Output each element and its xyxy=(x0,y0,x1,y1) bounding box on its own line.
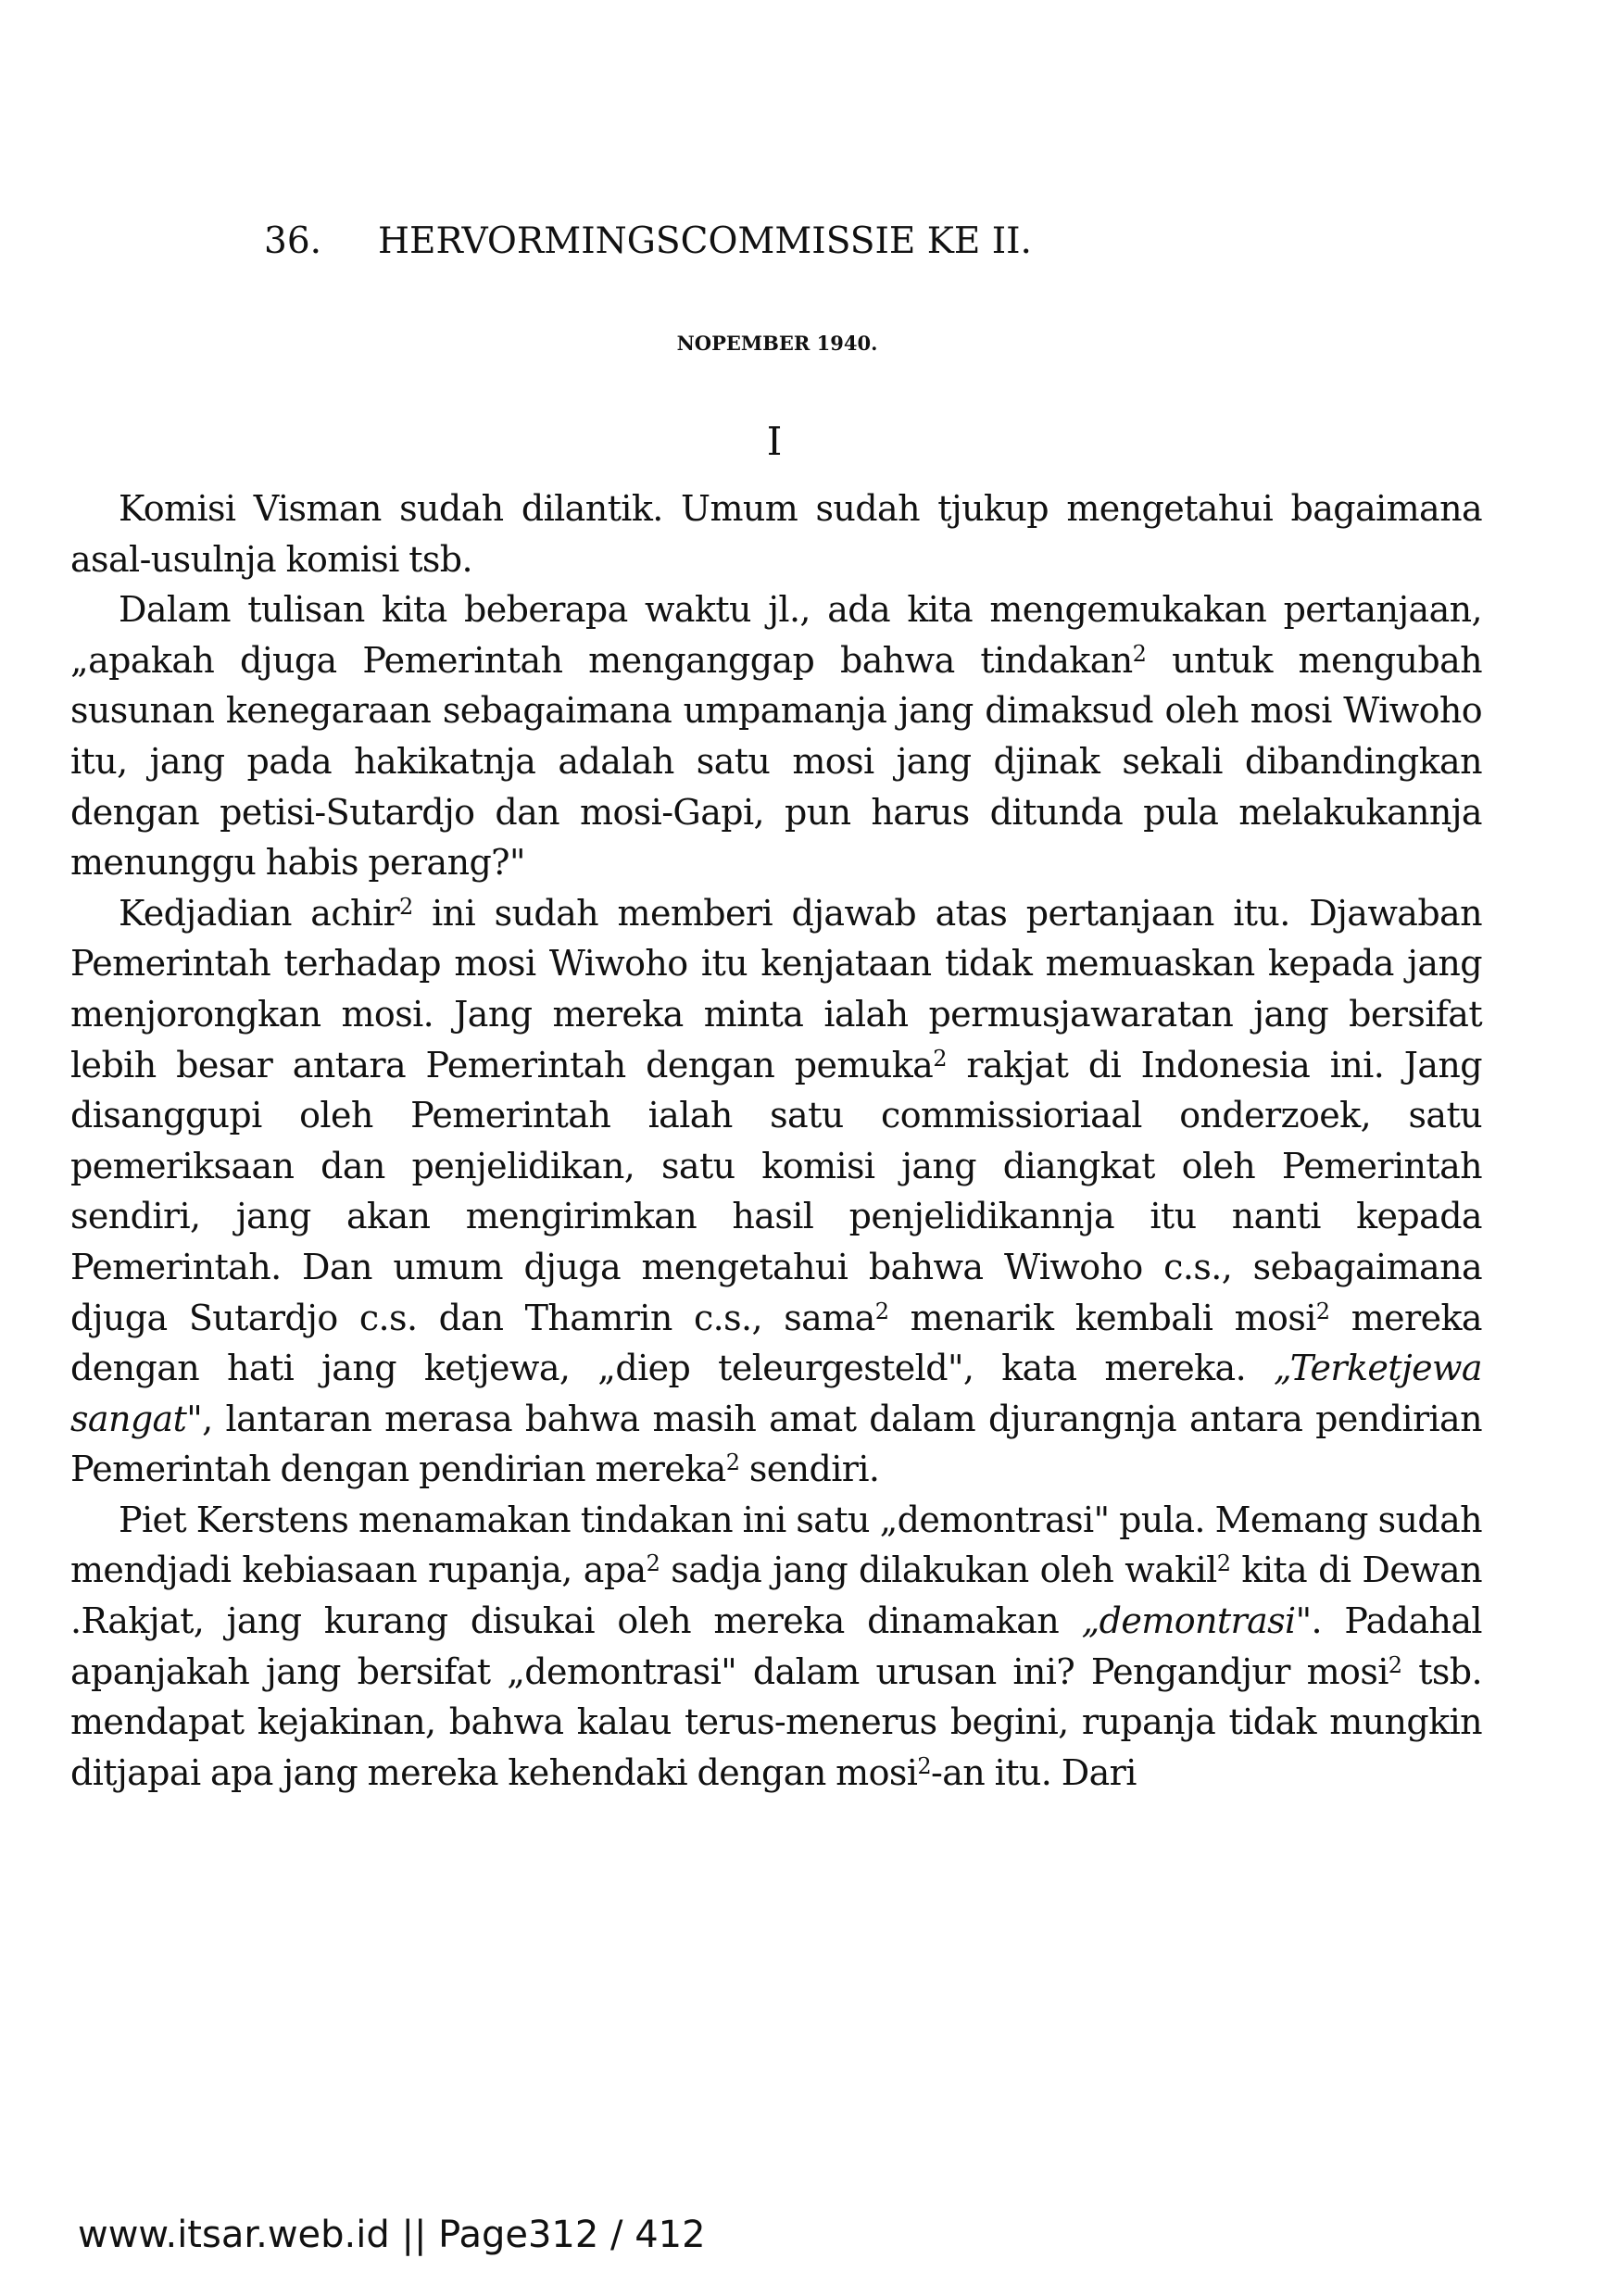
chapter-number: 36. xyxy=(264,220,322,262)
text-run: Piet Kerstens menamakan tindakan ini satu „demontrasi" pula. Memang sudah mendjadi kebiasaan rupanja, apa xyxy=(70,1499,1482,1591)
superscript-mark: 2 xyxy=(1216,1550,1231,1577)
paragraph-2 xyxy=(70,584,1482,888)
superscript-mark: 2 xyxy=(874,1298,889,1324)
superscript-mark: 2 xyxy=(933,1045,947,1072)
text-run: Dalam tulisan kita beberapa waktu jl., ada kita mengemukakan pertanjaan, „apakah djuga Pemerintah menganggap bahwa tindakan xyxy=(70,589,1482,681)
text-run: rakjat di Indonesia ini. Jang disanggupi oleh Pemerintah ialah satu commissioriaal onderzoek, satu pemeriksaan dan penjelidikan, satu komisi jang diangkat oleh Pemerintah sendiri, jang akan mengirimkan hasil penjelidikannja itu nanti kepada Pemerintah. Dan umum djuga mengetahui bahwa Wiwoho c.s., sebagaimana djuga Sutardjo c.s. dan Thamrin c.s., sama xyxy=(70,1044,1482,1338)
paragraph-3 xyxy=(70,888,1482,1495)
superscript-mark: 2 xyxy=(646,1550,660,1577)
text-run: -an itu. Dari xyxy=(931,1751,1137,1793)
text-run: Komisi Visman sudah dilantik. Umum sudah tjukup mengetahui bagaimana asal-usulnja komisi tsb. xyxy=(70,488,1482,580)
paragraph-1 xyxy=(70,483,1482,584)
italic-phrase: „Terketjewa sangat" xyxy=(70,1348,1482,1439)
text-run: . Padahal apanjakah jang bersifat „demontrasi" dalam urusan ini? Pengandjur mosi xyxy=(70,1600,1482,1692)
article-body xyxy=(70,483,1482,1798)
text-run: Kedjadian achir xyxy=(119,892,400,934)
text-run: kita di Dewan .Rakjat, jang kurang disukai oleh mereka dinamakan xyxy=(70,1549,1482,1642)
page-footer: www.itsar.web.id || Page312 / 412 xyxy=(78,2214,706,2256)
superscript-mark: 2 xyxy=(917,1752,932,1779)
italic-phrase: „demontrasi" xyxy=(1081,1600,1312,1642)
section-numeral: I xyxy=(766,419,783,464)
chapter-heading xyxy=(264,220,1032,262)
superscript-mark: 2 xyxy=(1132,640,1147,667)
text-run: sendiri. xyxy=(739,1449,880,1490)
text-run: untuk mengubah susunan kenegaraan sebagaimana umpamanja jang dimaksud oleh mosi Wiwoho itu, jang pada hakikatnja adalah satu mosi jang djinak sekali dibandingkan dengan petisi-Sutardjo dan mosi-Gapi, pun harus ditunda pula melakukannja menunggu habis perang?" xyxy=(70,639,1483,884)
text-run: ini sudah memberi djawab atas pertanjaan itu. Djawaban Pemerintah terhadap mosi Wiwoho itu kenjataan tidak memuaskan kepada jang menjorongkan mosi. Jang mereka minta ialah permusjawaratan jang bersifat lebih besar antara Pemerintah dengan pemuka xyxy=(70,892,1482,1085)
superscript-mark: 2 xyxy=(399,893,413,920)
chapter-title: HERVORMINGSCOMMISSIE KE II. xyxy=(378,220,1032,262)
superscript-mark: 2 xyxy=(725,1449,740,1476)
paragraph-4 xyxy=(70,1495,1482,1799)
text-run: menarik kembali mosi xyxy=(888,1297,1316,1338)
text-run: mereka dengan hati jang ketjewa, „diep teleurgesteld", kata mereka. xyxy=(70,1297,1482,1389)
text-run: tsb. mendapat kejakinan, bahwa kalau terus-menerus begini, rupanja tidak mungkin ditjapai apa jang mereka kehendaki dengan mosi xyxy=(70,1650,1482,1793)
chapter-date: NOPEMBER 1940. xyxy=(676,332,878,355)
text-run: , lantaran merasa bahwa masih amat dalam djurangnja antara pendirian Pemerintah dengan pendirian mereka xyxy=(70,1398,1482,1490)
text-run: sadja jang dilakukan oleh wakil xyxy=(660,1549,1217,1591)
superscript-mark: 2 xyxy=(1388,1651,1402,1678)
superscript-mark: 2 xyxy=(1315,1298,1330,1324)
